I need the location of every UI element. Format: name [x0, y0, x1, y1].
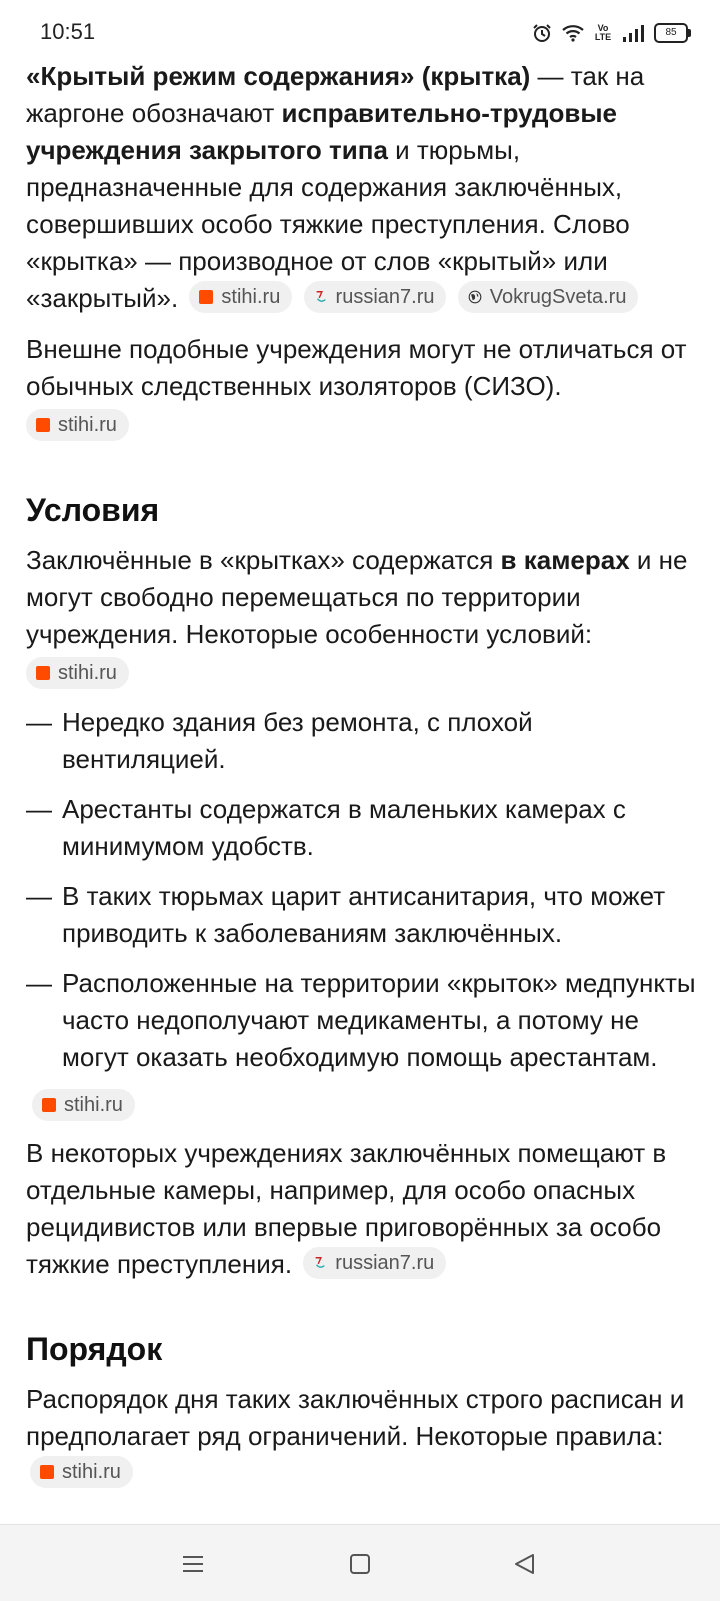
source-chip-stihi[interactable]: stihi.ru	[30, 1456, 133, 1488]
wifi-icon	[562, 24, 584, 42]
paragraph-intro: «Крытый режим содержания» (крытка) — так на жаргоне обозначают исправительно-трудовые учреждения закрытого типа и тюрьмы, предназначенные для содержания заключённых, совершивших особо тяжкие преступления. Слово «крытка» — производное от слов «крытый» или «закрытый». stihi.ru russian7.ru VokrugSveta.ru	[26, 61, 645, 313]
russian7-logo-icon	[313, 1256, 327, 1270]
list-item: — Нередко здания без ремонта, с плохой вентиляцией.	[26, 707, 533, 774]
source-chip-stihi[interactable]: stihi.ru	[189, 281, 292, 313]
stihi-square-icon	[40, 1465, 54, 1479]
battery-indicator: 85	[654, 23, 688, 43]
section-heading-order: Порядок	[26, 1331, 163, 1367]
section-heading-conditions: Условия	[26, 492, 160, 528]
home-icon[interactable]	[345, 1549, 375, 1579]
paragraph-separate-cells: В некоторых учреждениях заключённых помещают в отдельные камеры, например, для особо опасных рецидивистов или впервые приговорённых за особо тяжкие преступления. russian7.ru	[26, 1138, 667, 1279]
russian7-logo-icon	[314, 290, 328, 304]
stihi-square-icon	[42, 1098, 56, 1112]
status-bar	[0, 0, 720, 64]
volte-icon: Vo LTE	[594, 23, 612, 42]
system-navigation-bar	[0, 1524, 720, 1601]
alarm-icon	[532, 23, 552, 43]
paragraph-order: Распорядок дня таких заключённых строго расписан и предполагает ряд ограничений. Некоторые правила: stihi.ru	[26, 1381, 696, 1492]
source-chip-russian7[interactable]: russian7.ru	[303, 1247, 446, 1279]
source-chip-stihi[interactable]: stihi.ru	[32, 1089, 135, 1121]
source-chip-vokrugsveta[interactable]: VokrugSveta.ru	[458, 281, 639, 313]
globe-icon	[468, 290, 482, 304]
article-content	[26, 58, 696, 1520]
list-item: — В таких тюрьмах царит антисанитария, что может приводить к заболеваниям заключённых.	[26, 881, 666, 948]
source-chip-russian7[interactable]: russian7.ru	[304, 281, 447, 313]
source-chip-stihi[interactable]: stihi.ru	[26, 657, 129, 689]
stihi-square-icon	[36, 418, 50, 432]
term-krytka: «Крытый режим содержания» (крытка)	[26, 61, 531, 91]
list-item: — Арестанты содержатся в маленьких камерах с минимумом удобств.	[26, 794, 626, 861]
back-icon[interactable]	[509, 1549, 539, 1579]
menu-icon[interactable]	[178, 1549, 208, 1579]
signal-icon	[622, 24, 644, 42]
status-icons	[532, 20, 688, 46]
paragraph-appearance: Внешне подобные учреждения могут не отличаться от обычных следственных изоляторов (СИЗО). stihi.ru	[26, 331, 696, 442]
stihi-square-icon	[36, 666, 50, 680]
conditions-list	[26, 704, 696, 1076]
paragraph-conditions: Заключённые в «крытках» содержатся в камерах и не могут свободно перемещаться по территории учреждения. Некоторые особенности условий: stihi.ru	[26, 542, 696, 690]
list-item: — Расположенные на территории «крыток» медпункты часто недополучают медикаменты, а потому не могут оказать необходимую помощь арестантам.	[26, 968, 696, 1072]
source-chip-stihi[interactable]: stihi.ru	[26, 409, 129, 441]
status-time: 10:51	[40, 19, 96, 44]
stihi-square-icon	[199, 290, 213, 304]
